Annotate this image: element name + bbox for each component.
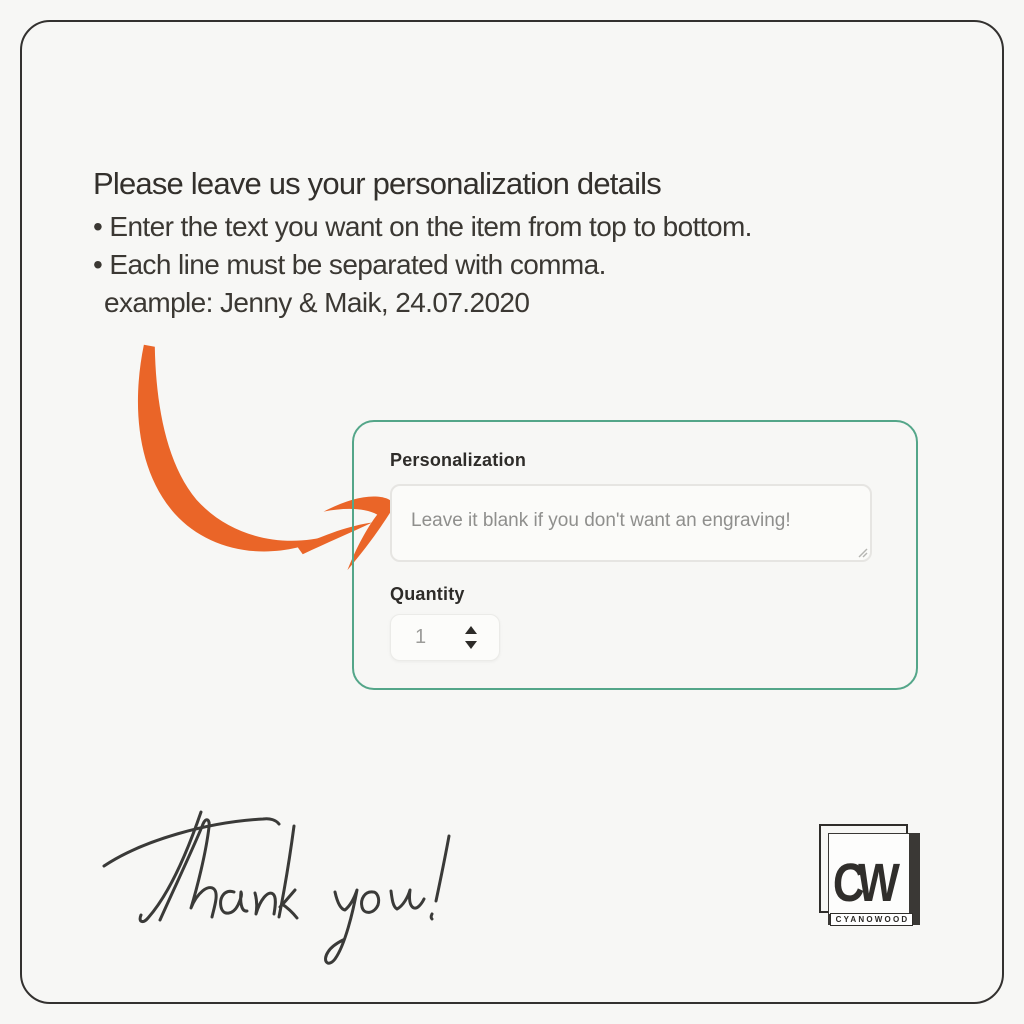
personalization-textarea[interactable] — [390, 484, 872, 562]
instruction-bullet-comma: • Each line must be separated with comma. — [93, 249, 606, 280]
textarea-resize-handle-icon[interactable] — [856, 546, 868, 558]
signature-strokes — [104, 812, 449, 963]
logo-monogram: CW — [831, 853, 894, 913]
quantity-stepper — [390, 614, 500, 661]
triangle-up-icon — [465, 626, 477, 634]
thank-you-handwriting — [98, 798, 470, 978]
quantity-increment-button[interactable] — [465, 626, 477, 634]
personalization-form-panel — [352, 420, 918, 690]
thank-you-signature — [98, 798, 470, 978]
quantity-input[interactable] — [409, 615, 445, 660]
quantity-label: Quantity — [390, 584, 465, 604]
quantity-spinner — [465, 615, 477, 660]
logo-brand-name: CYANOWOOD — [830, 913, 913, 926]
logo-card — [829, 834, 909, 914]
personalization-field-wrap — [390, 484, 872, 562]
cyanowood-logo — [818, 822, 924, 928]
triangle-down-icon — [465, 641, 477, 649]
quantity-decrement-button[interactable] — [465, 641, 477, 649]
instructions-title: Please leave us your personalization details — [93, 166, 661, 201]
instructions-block — [93, 164, 963, 322]
instruction-bullet-top-to-bottom: • Enter the text you want on the item from top to bottom. — [93, 211, 752, 242]
arrow-tail-path — [138, 345, 331, 552]
personalization-label: Personalization — [390, 450, 527, 470]
instruction-example: example: Jenny & Maik, 24.07.2020 — [104, 287, 530, 318]
